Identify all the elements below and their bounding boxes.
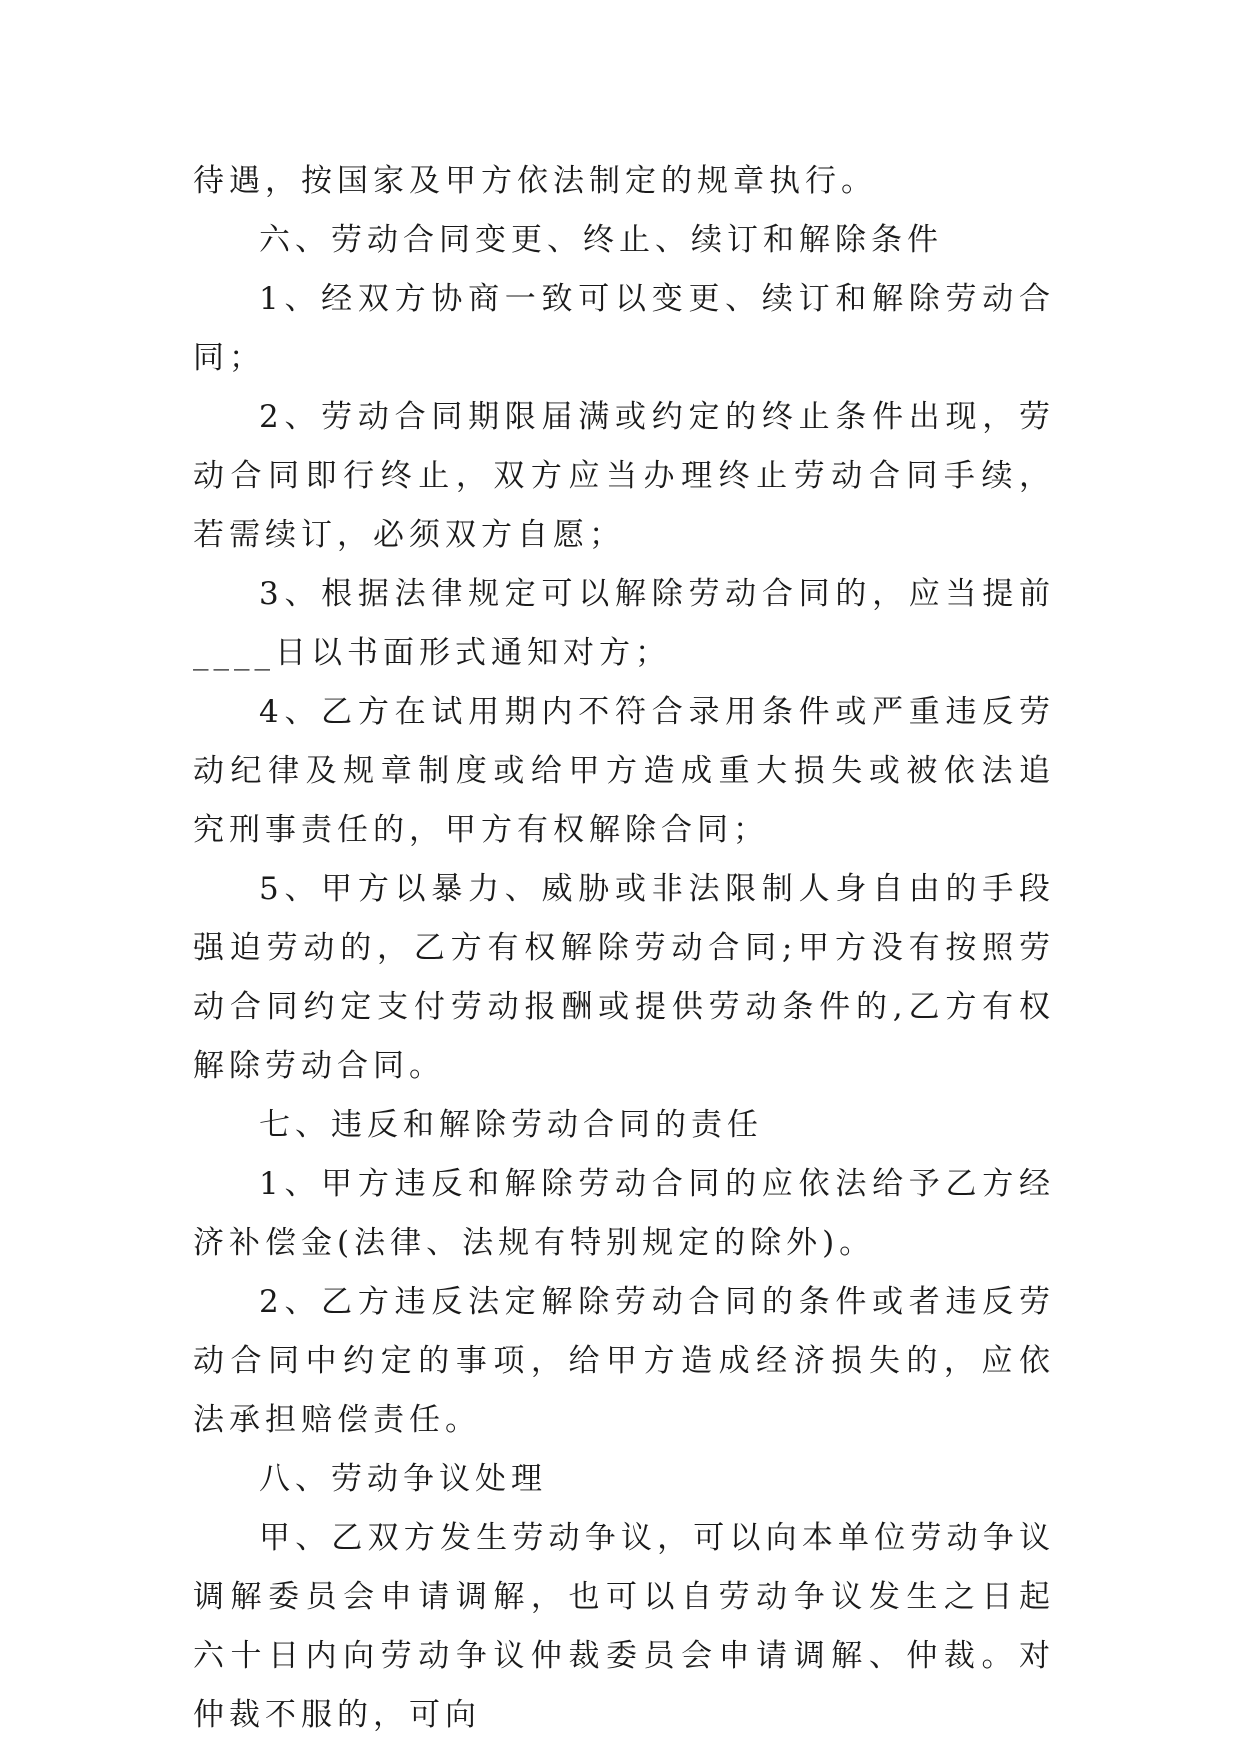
clause-7-1: 1、甲方违反和解除劳动合同的应依法给予乙方经济补偿金(法律、法规有特别规定的除外)。 — [193, 1166, 1055, 1261]
clause-6-5: 5、甲方以暴力、威胁或非法限制人身自由的手段强迫劳动的，乙方有权解除劳动合同;甲方没有按照劳动合同约定支付劳动报酬或提供劳动条件的,乙方有权解除劳动合同。 — [193, 871, 1055, 1084]
clause-8-body: 甲、乙双方发生劳动争议，可以向本单位劳动争议调解委员会申请调解，也可以自劳动争议发生之日起六十日内向劳动争议仲裁委员会申请调解、仲裁。对仲裁不服的，可向 — [193, 1520, 1055, 1733]
clause-6-1: 1、经双方协商一致可以变更、续订和解除劳动合同； — [193, 281, 1055, 376]
clause-6-3: 3、根据法律规定可以解除劳动合同的，应当提前____日以书面形式通知对方； — [193, 576, 1055, 671]
section-heading-6: 六、劳动合同变更、终止、续订和解除条件 — [259, 222, 943, 258]
clause-7-2: 2、乙方违反法定解除劳动合同的条件或者违反劳动合同中约定的事项，给甲方造成经济损失的，应依法承担赔偿责任。 — [193, 1284, 1055, 1438]
paragraph-continuation: 待遇，按国家及甲方依法制定的规章执行。 — [193, 163, 877, 199]
section-heading-7: 七、违反和解除劳动合同的责任 — [259, 1107, 763, 1143]
document-body — [193, 152, 1055, 1745]
section-heading-8: 八、劳动争议处理 — [259, 1461, 547, 1497]
clause-6-4: 4、乙方在试用期内不符合录用条件或严重违反劳动纪律及规章制度或给甲方造成重大损失或被依法追究刑事责任的，甲方有权解除合同； — [193, 694, 1055, 848]
clause-6-2: 2、劳动合同期限届满或约定的终止条件出现，劳动合同即行终止，双方应当办理终止劳动合同手续，若需续订，必须双方自愿； — [193, 399, 1055, 553]
